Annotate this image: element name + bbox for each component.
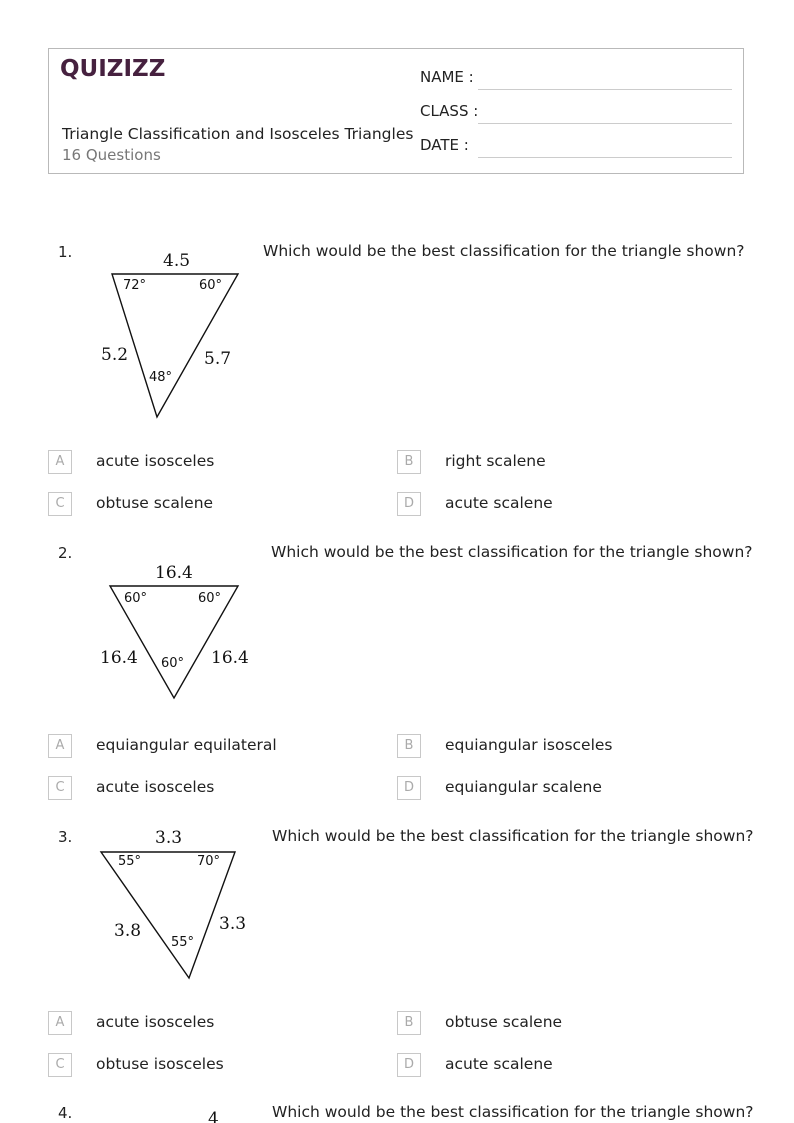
question-number: 3. [58,828,73,846]
option-a-letter[interactable]: A [48,450,72,474]
option-a-letter[interactable]: A [48,734,72,758]
option-d-letter[interactable]: D [397,776,421,800]
option-b-letter[interactable]: B [397,734,421,758]
option-b-text[interactable]: right scalene [445,452,546,470]
question-text: Which would be the best classification for the triangle shown? [272,827,754,845]
option-c-letter[interactable]: C [48,492,72,516]
option-b-text[interactable]: obtuse scalene [445,1013,563,1031]
angle-label-bottom: 60° [161,656,185,671]
option-c-letter[interactable]: C [48,776,72,800]
quizizz-logo: QUIZIZZ [60,56,166,82]
option-b-letter[interactable]: B [397,1011,421,1035]
option-c-text[interactable]: obtuse isosceles [96,1055,224,1073]
triangle-figure-partial [200,1108,230,1123]
angle-label-top-left: 55° [118,854,142,869]
class-label: CLASS : [420,102,479,120]
side-label-right: 3.3 [219,914,247,934]
option-d-letter[interactable]: D [397,492,421,516]
option-a-text[interactable]: equiangular equilateral [96,736,277,754]
side-label-left: 3.8 [114,921,142,941]
question-text: Which would be the best classification for the triangle shown? [271,543,753,561]
option-b-text[interactable]: equiangular isosceles [445,736,613,754]
angle-label-bottom: 48° [149,370,173,385]
triangle-shape [101,852,235,978]
angle-label-top-left: 60° [124,591,148,606]
question-number: 2. [58,544,73,562]
angle-label-bottom: 55° [171,935,195,950]
date-label: DATE : [420,136,469,154]
angle-label-top-right: 60° [199,278,223,293]
angle-label-top-left: 72° [123,278,147,293]
triangle-figure [90,240,260,430]
side-label-top: 3.3 [155,828,183,848]
option-d-letter[interactable]: D [397,1053,421,1077]
class-field[interactable] [478,123,732,124]
angle-label-top-right: 70° [197,854,221,869]
side-label-left: 5.2 [101,345,129,365]
option-d-text[interactable]: acute scalene [445,494,553,512]
triangle-shape [112,274,238,417]
question-count: 16 Questions [62,146,161,164]
option-a-letter[interactable]: A [48,1011,72,1035]
side-label-top: 4.5 [163,251,191,271]
side-label-right: 5.7 [204,349,232,369]
triangle-figure [90,555,260,705]
question-number: 1. [58,243,73,261]
option-c-text[interactable]: obtuse scalene [96,494,214,512]
question-number: 4. [58,1104,73,1122]
option-d-text[interactable]: acute scalene [445,1055,553,1073]
question-text: Which would be the best classification for the triangle shown? [272,1103,754,1121]
option-b-letter[interactable]: B [397,450,421,474]
question-text: Which would be the best classification for the triangle shown? [263,242,745,260]
option-c-letter[interactable]: C [48,1053,72,1077]
side-label-top: 16.4 [155,563,193,583]
angle-label-top-right: 60° [198,591,222,606]
side-label-top: 4 [208,1109,219,1123]
side-label-right: 16.4 [211,648,249,668]
date-field[interactable] [478,157,732,158]
worksheet-title: Triangle Classification and Isosceles Triangles [62,125,414,143]
triangle-figure [90,820,260,985]
option-a-text[interactable]: acute isosceles [96,452,215,470]
name-field[interactable] [478,89,732,90]
option-a-text[interactable]: acute isosceles [96,1013,215,1031]
option-c-text[interactable]: acute isosceles [96,778,215,796]
side-label-left: 16.4 [100,648,138,668]
name-label: NAME : [420,68,474,86]
option-d-text[interactable]: equiangular scalene [445,778,602,796]
